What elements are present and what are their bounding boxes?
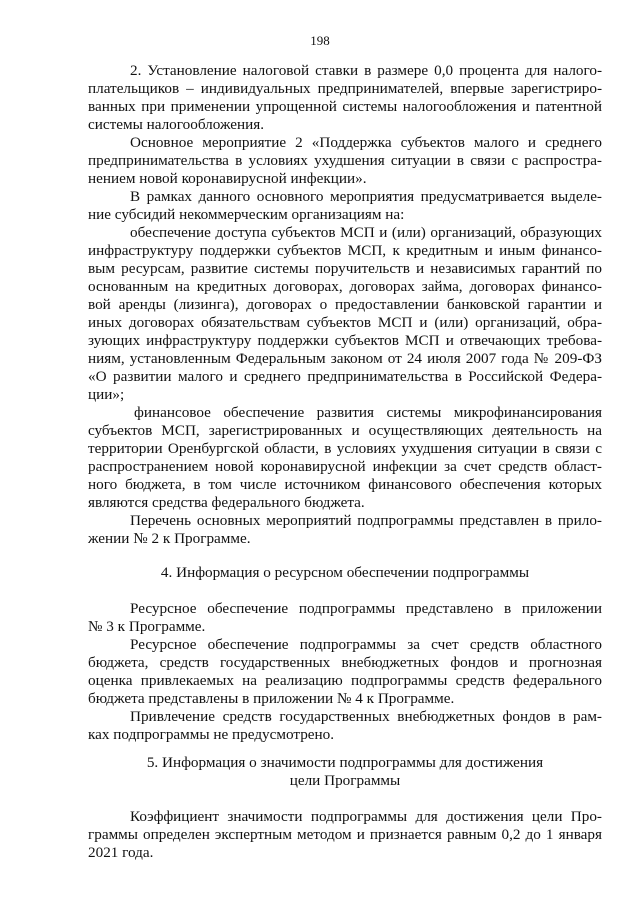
paragraph-line: финансовое обеспечение развития системы микрофинансирования xyxy=(134,404,602,421)
paragraph-line: Основное мероприятие 2 «Поддержка субъектов малого и среднего xyxy=(130,134,602,151)
paragraph-line: основанным на кредитных договорах, договорах займа, договорах финансо- xyxy=(88,278,602,295)
paragraph-line: бюджета представлены в приложении № 4 к Программе. xyxy=(88,690,455,707)
paragraph-line: Ресурсное обеспечение подпрограммы представлено в приложении xyxy=(130,600,602,617)
paragraph-line: бюджета, средств государственных внебюджетных фондов и прогнозная xyxy=(88,654,602,671)
paragraph-line: предпринимательства в условиях ухудшения ситуации в связи с распростра- xyxy=(88,152,602,169)
paragraph-line: ванных при применении упрощенной системы налогообложения и патентной xyxy=(88,98,602,115)
paragraph-line: жении № 2 к Программе. xyxy=(88,530,251,547)
paragraph-line: системы налогообложения. xyxy=(88,116,265,133)
paragraph-line: распространением новой коронавирусной инфекции за счет средств област- xyxy=(88,458,602,475)
paragraph-line: 2021 года. xyxy=(88,844,154,861)
paragraph-line: В рамках данного основного мероприятия предусматривается выделе- xyxy=(130,188,602,205)
paragraph-line: ние субсидий некоммерческим организациям на: xyxy=(88,206,405,223)
paragraph-line: Привлечение средств государственных внебюджетных фондов в рам- xyxy=(130,708,602,725)
paragraph-line: ках подпрограммы не предусмотрено. xyxy=(88,726,335,743)
paragraph-line: Перечень основных мероприятий подпрограммы представлен в прило- xyxy=(130,512,602,529)
section-heading-4: 4. Информация о ресурсном обеспечении подпрограммы xyxy=(160,564,530,581)
paragraph-line: ниям, установленным Федеральным законом от 24 июля 2007 года № 209-ФЗ xyxy=(88,350,602,367)
paragraph-line: оценка привлекаемых на реализацию подпрограммы средств федерального xyxy=(88,672,602,689)
paragraph-line: нением новой коронавирусной инфекции». xyxy=(88,170,367,187)
paragraph-line: Коэффициент значимости подпрограммы для достижения цели Про- xyxy=(130,808,602,825)
paragraph-line: ного бюджета, в том числе источником финансового обеспечения которых xyxy=(88,476,602,493)
paragraph-line: ции»; xyxy=(88,386,125,403)
paragraph-line: являются средства федерального бюджета. xyxy=(88,494,365,511)
section-heading-5: 5. Информация о значимости подпрограммы для достижения xyxy=(146,754,544,771)
page-number: 198 xyxy=(310,33,330,48)
paragraph-line: 2. Установление налоговой ставки в размере 0,0 процента для налого- xyxy=(130,62,602,79)
paragraph-line: граммы определен экспертным методом и признается равным 0,2 до 1 января xyxy=(88,826,602,843)
paragraph-line: обеспечение доступа субъектов МСП и (или) организаций, образующих xyxy=(130,224,602,241)
section-heading-5-continued: цели Программы xyxy=(289,772,401,789)
paragraph-line: № 3 к Программе. xyxy=(88,618,206,635)
paragraph-line: вым ресурсам, развитие системы поручительств и независимых гарантий по xyxy=(88,260,602,277)
paragraph-line: «О развитии малого и среднего предпринимательства в Российской Федера- xyxy=(88,368,602,385)
paragraph-line: инфраструктуру поддержки субъектов МСП, к кредитным и иным финансо- xyxy=(88,242,602,259)
paragraph-line: субъектов МСП, зарегистрированных и осуществляющих деятельность на xyxy=(88,422,602,439)
paragraph-line: территории Оренбургской области, в условиях ухудшения ситуации в связи с xyxy=(88,440,602,457)
paragraph-line: Ресурсное обеспечение подпрограммы за счет средств областного xyxy=(130,636,602,653)
paragraph-line: плательщиков – индивидуальных предпринимателей, впервые зарегистриро- xyxy=(88,80,602,97)
paragraph-line: вой аренды (лизинга), договорах о предоставлении банковской гарантии и xyxy=(88,296,602,313)
paragraph-line: зующих инфраструктуру поддержки субъектов МСП и отвечающих требова- xyxy=(88,332,602,349)
paragraph-line: иных договорах обязательствам субъектов МСП и (или) организаций, обра- xyxy=(88,314,602,331)
